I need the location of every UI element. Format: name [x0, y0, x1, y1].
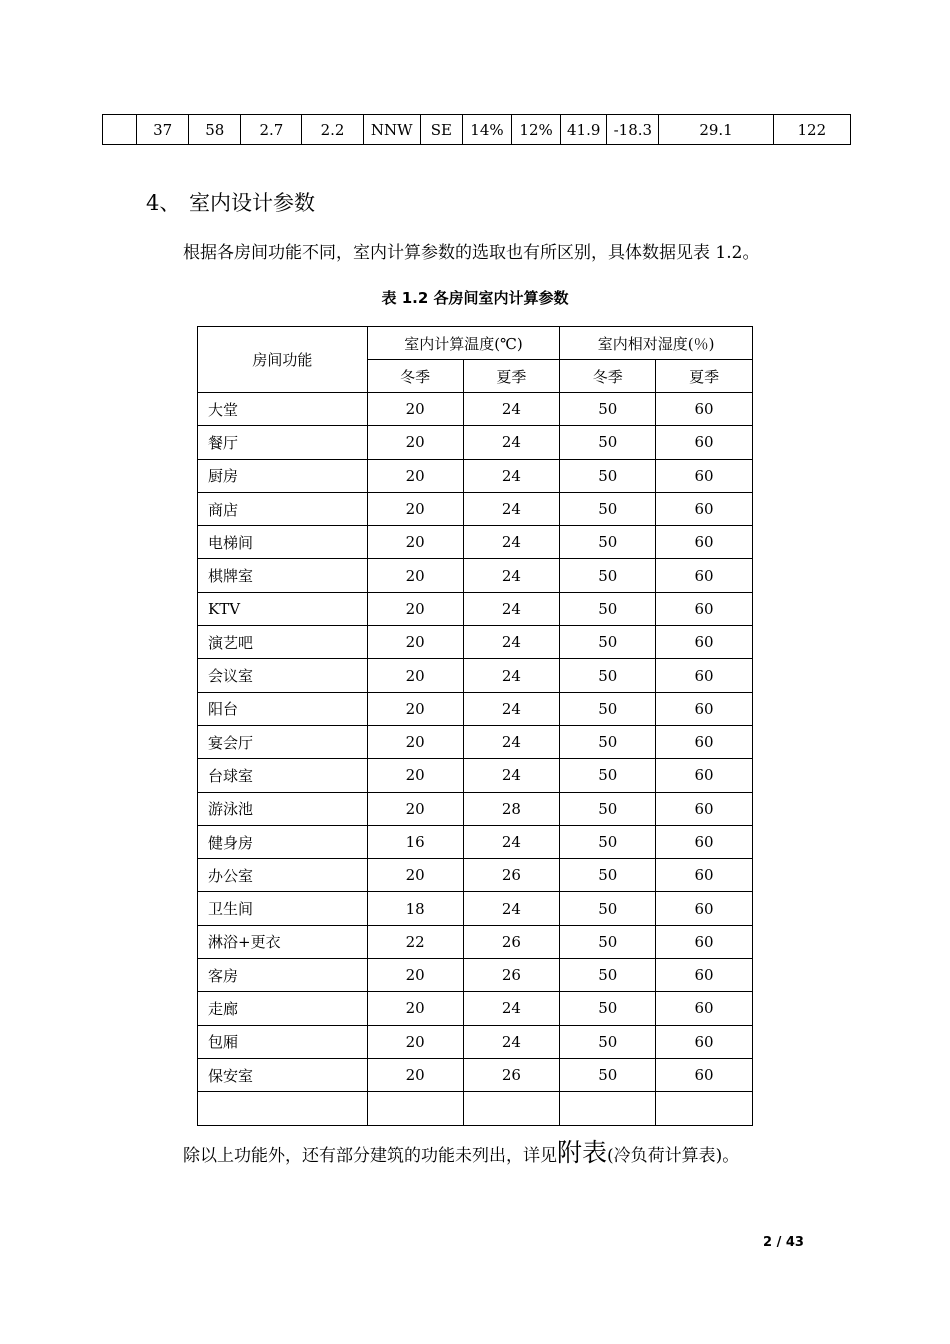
temp-winter-cell: 20 [367, 526, 463, 559]
room-name-cell: 餐厅 [198, 426, 368, 459]
table-row [198, 626, 753, 659]
room-name-cell: 演艺吧 [198, 626, 368, 659]
room-name-cell: 商店 [198, 492, 368, 525]
table-row [198, 1025, 753, 1058]
room-name-cell: KTV [198, 592, 368, 625]
table-caption: 表 1.2 各房间室内计算参数 [381, 289, 569, 307]
appendix-reference: 附表 [557, 1138, 608, 1167]
humidity-winter-cell: 50 [560, 759, 656, 792]
room-name-cell: 淋浴+更衣 [198, 925, 368, 958]
table-row [198, 992, 753, 1025]
humidity-winter-cell: 50 [560, 792, 656, 825]
room-name-cell: 大堂 [198, 393, 368, 426]
humidity-summer-cell [656, 1092, 753, 1125]
room-name-cell: 棋牌室 [198, 559, 368, 592]
temp-winter-cell: 20 [367, 559, 463, 592]
temp-summer-cell: 28 [463, 792, 560, 825]
room-name-cell: 走廊 [198, 992, 368, 1025]
room-name-cell: 宴会厅 [198, 725, 368, 758]
room-name-cell: 包厢 [198, 1025, 368, 1058]
room-name-cell: 游泳池 [198, 792, 368, 825]
humidity-winter-cell: 50 [560, 859, 656, 892]
table-cell: 2.7 [241, 115, 302, 145]
temp-winter-cell: 20 [367, 959, 463, 992]
table-cell: 14% [462, 115, 511, 145]
temp-summer-cell: 24 [463, 626, 560, 659]
room-name-cell: 阳台 [198, 692, 368, 725]
section-number: 4、 [146, 191, 181, 215]
table-cell: SE [420, 115, 462, 145]
room-name-cell: 保安室 [198, 1058, 368, 1091]
humidity-winter-cell: 50 [560, 459, 656, 492]
humidity-summer-cell: 60 [656, 626, 753, 659]
table-cell: 12% [512, 115, 561, 145]
table-row [198, 659, 753, 692]
room-name-cell [198, 1092, 368, 1125]
humidity-summer-cell: 60 [656, 1025, 753, 1058]
temp-summer-cell: 24 [463, 393, 560, 426]
temp-winter-cell [367, 1092, 463, 1125]
page-number: 2 / 43 [763, 1235, 804, 1250]
temp-summer-cell: 24 [463, 426, 560, 459]
intro-paragraph: 根据各房间功能不同，室内计算参数的选取也有所区别，具体数据见表 1.2。 [183, 243, 760, 263]
table-row [198, 959, 753, 992]
humidity-summer-cell: 60 [656, 592, 753, 625]
table-cell: 41.9 [561, 115, 607, 145]
temp-winter-cell: 20 [367, 459, 463, 492]
footer-text-after: (冷负荷计算表)。 [607, 1146, 740, 1166]
humidity-summer-cell: 60 [656, 725, 753, 758]
humidity-summer-cell: 60 [656, 659, 753, 692]
humidity-winter-cell: 50 [560, 925, 656, 958]
humidity-winter-cell: 50 [560, 659, 656, 692]
humidity-summer-cell: 60 [656, 892, 753, 925]
humidity-summer-cell: 60 [656, 526, 753, 559]
temp-winter-cell: 20 [367, 592, 463, 625]
temp-winter-cell: 20 [367, 626, 463, 659]
room-name-cell: 卫生间 [198, 892, 368, 925]
temp-winter-cell: 20 [367, 859, 463, 892]
temp-summer-cell [463, 1092, 560, 1125]
humidity-summer-cell: 60 [656, 559, 753, 592]
table-cell [103, 115, 137, 145]
temp-summer-cell: 26 [463, 959, 560, 992]
table-cell: -18.3 [607, 115, 659, 145]
temp-winter-cell: 20 [367, 725, 463, 758]
table-row [103, 115, 851, 145]
table-row [198, 592, 753, 625]
temp-summer-cell: 24 [463, 492, 560, 525]
humidity-summer-cell: 60 [656, 792, 753, 825]
continued-data-table [102, 114, 851, 145]
room-name-cell: 台球室 [198, 759, 368, 792]
humidity-winter-cell: 50 [560, 992, 656, 1025]
section-heading [146, 187, 315, 217]
temp-winter-cell: 18 [367, 892, 463, 925]
humidity-winter-cell: 50 [560, 725, 656, 758]
footer-paragraph [183, 1133, 739, 1169]
room-parameters-table [197, 326, 753, 1126]
humidity-summer-cell: 60 [656, 459, 753, 492]
temp-winter-cell: 20 [367, 792, 463, 825]
header-humidity-summer: 夏季 [656, 360, 753, 393]
temp-winter-cell: 20 [367, 1025, 463, 1058]
table-row [198, 725, 753, 758]
humidity-winter-cell: 50 [560, 559, 656, 592]
table-row [198, 759, 753, 792]
temp-summer-cell: 26 [463, 925, 560, 958]
temp-summer-cell: 24 [463, 1025, 560, 1058]
table-row [198, 825, 753, 858]
temp-winter-cell: 20 [367, 759, 463, 792]
header-room-function: 房间功能 [198, 327, 368, 393]
table-row [198, 1058, 753, 1091]
temp-winter-cell: 16 [367, 825, 463, 858]
room-name-cell: 办公室 [198, 859, 368, 892]
humidity-winter-cell: 50 [560, 692, 656, 725]
temp-summer-cell: 24 [463, 459, 560, 492]
header-humidity-winter: 冬季 [560, 360, 656, 393]
temp-summer-cell: 24 [463, 592, 560, 625]
table-row [198, 792, 753, 825]
temp-summer-cell: 24 [463, 992, 560, 1025]
humidity-winter-cell: 50 [560, 1025, 656, 1058]
humidity-winter-cell: 50 [560, 825, 656, 858]
humidity-winter-cell: 50 [560, 426, 656, 459]
room-name-cell: 厨房 [198, 459, 368, 492]
table-cell: 37 [137, 115, 189, 145]
humidity-winter-cell: 50 [560, 626, 656, 659]
table-row [198, 925, 753, 958]
table-cell: NNW [363, 115, 420, 145]
temp-winter-cell: 20 [367, 992, 463, 1025]
table-row [198, 492, 753, 525]
temp-summer-cell: 26 [463, 859, 560, 892]
humidity-winter-cell: 50 [560, 526, 656, 559]
footer-text-before: 除以上功能外，还有部分建筑的功能未列出，详见 [183, 1146, 557, 1166]
humidity-summer-cell: 60 [656, 492, 753, 525]
humidity-winter-cell: 50 [560, 393, 656, 426]
table-row [198, 459, 753, 492]
table-cell: 29.1 [659, 115, 773, 145]
header-indoor-temperature: 室内计算温度(℃) [367, 327, 560, 360]
temp-summer-cell: 24 [463, 692, 560, 725]
humidity-summer-cell: 60 [656, 992, 753, 1025]
humidity-summer-cell: 60 [656, 759, 753, 792]
temp-summer-cell: 24 [463, 659, 560, 692]
header-row [198, 327, 753, 360]
table-row [198, 692, 753, 725]
temp-winter-cell: 20 [367, 393, 463, 426]
humidity-winter-cell [560, 1092, 656, 1125]
temp-summer-cell: 26 [463, 1058, 560, 1091]
table-cell: 58 [189, 115, 241, 145]
temp-summer-cell: 24 [463, 892, 560, 925]
room-name-cell: 客房 [198, 959, 368, 992]
humidity-summer-cell: 60 [656, 925, 753, 958]
section-title: 室内设计参数 [189, 191, 315, 215]
humidity-winter-cell: 50 [560, 592, 656, 625]
table-row [198, 859, 753, 892]
table-row [198, 426, 753, 459]
temp-summer-cell: 24 [463, 759, 560, 792]
table-cell: 2.2 [302, 115, 363, 145]
humidity-summer-cell: 60 [656, 1058, 753, 1091]
table-cell: 122 [773, 115, 850, 145]
header-relative-humidity: 室内相对湿度(％) [560, 327, 753, 360]
temp-winter-cell: 22 [367, 925, 463, 958]
table-row [198, 1092, 753, 1125]
room-name-cell: 健身房 [198, 825, 368, 858]
temp-winter-cell: 20 [367, 1058, 463, 1091]
table-row [198, 559, 753, 592]
header-temp-winter: 冬季 [367, 360, 463, 393]
table-row [198, 892, 753, 925]
room-name-cell: 会议室 [198, 659, 368, 692]
humidity-summer-cell: 60 [656, 692, 753, 725]
humidity-summer-cell: 60 [656, 825, 753, 858]
temp-winter-cell: 20 [367, 692, 463, 725]
humidity-summer-cell: 60 [656, 426, 753, 459]
humidity-winter-cell: 50 [560, 959, 656, 992]
room-name-cell: 电梯间 [198, 526, 368, 559]
humidity-summer-cell: 60 [656, 859, 753, 892]
temp-summer-cell: 24 [463, 526, 560, 559]
humidity-winter-cell: 50 [560, 892, 656, 925]
temp-summer-cell: 24 [463, 559, 560, 592]
temp-summer-cell: 24 [463, 725, 560, 758]
temp-winter-cell: 20 [367, 659, 463, 692]
humidity-winter-cell: 50 [560, 492, 656, 525]
temp-summer-cell: 24 [463, 825, 560, 858]
table-row [198, 526, 753, 559]
header-temp-summer: 夏季 [463, 360, 560, 393]
humidity-summer-cell: 60 [656, 393, 753, 426]
table-row [198, 393, 753, 426]
temp-winter-cell: 20 [367, 492, 463, 525]
temp-winter-cell: 20 [367, 426, 463, 459]
humidity-winter-cell: 50 [560, 1058, 656, 1091]
humidity-summer-cell: 60 [656, 959, 753, 992]
